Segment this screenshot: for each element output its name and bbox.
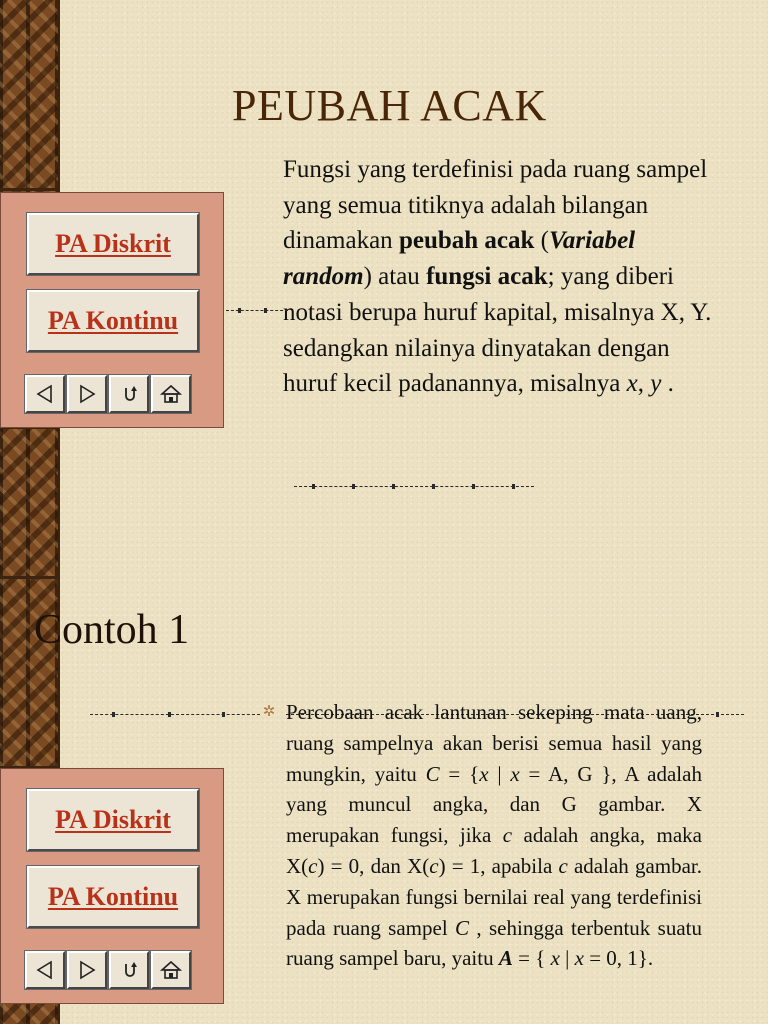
- example-part: Percobaan acak lantunan sekeping mata uang, ruang sampelnya akan berisi semua hasil yang mungkin, yaitu: [286, 700, 702, 786]
- strip-divider: [0, 188, 58, 191]
- forward-arrow-icon: [75, 959, 99, 981]
- back-button[interactable]: [25, 951, 65, 989]
- example-part: |: [488, 761, 511, 786]
- definition-part: Fungsi yang terdefinisi pada ruang sampel yang semua titiknya adalah bilangan dinamakan: [283, 156, 708, 255]
- pa-kontinu-label: PA Kontinu: [47, 882, 179, 911]
- slide-title: PEUBAH ACAK: [232, 81, 547, 130]
- definition-part: (: [534, 227, 549, 255]
- return-button[interactable]: [109, 951, 149, 989]
- navigation-panel: [0, 768, 224, 1004]
- var-x: x: [479, 761, 489, 786]
- slide-controls: [25, 375, 193, 413]
- home-icon: [159, 383, 183, 405]
- home-button[interactable]: [151, 375, 191, 413]
- example-part: , sehingga terbentuk suatu ruang sampel baru, yaitu: [286, 915, 702, 971]
- var-x: x: [626, 370, 638, 398]
- var-x: x: [550, 946, 560, 971]
- example-part: = A, G }, A adalah yang muncul angka, dan G gambar. X merupakan fungsi, jika: [286, 761, 702, 848]
- example-part: = 0, 1}.: [583, 946, 654, 971]
- var-c: c: [429, 853, 439, 878]
- definition-part: ) atau: [363, 263, 427, 291]
- term-variabel-random: Variabel random: [283, 227, 636, 291]
- pa-kontinu-button[interactable]: [27, 290, 199, 352]
- var-c: c: [558, 853, 568, 878]
- back-arrow-icon: [33, 383, 57, 405]
- example-part: adalah gambar. X merupakan fungsi bernilai real yang terdefinisi pada ruang sampel: [286, 853, 703, 940]
- home-icon: [159, 959, 183, 981]
- pa-diskrit-label: PA Diskrit: [55, 805, 171, 834]
- example-part: ) = 1, apabila: [438, 853, 559, 878]
- example-heading: Contoh 1: [34, 607, 190, 653]
- navigation-panel: [0, 192, 224, 428]
- back-button[interactable]: [25, 375, 65, 413]
- return-icon: [117, 959, 141, 981]
- pa-diskrit-button[interactable]: [27, 789, 199, 851]
- pa-diskrit-button[interactable]: [27, 213, 199, 275]
- pa-kontinu-label: PA Kontinu: [47, 306, 179, 335]
- sparkle-bullet-icon: ✲: [262, 704, 276, 720]
- term-fungsi-acak: fungsi acak: [426, 263, 548, 291]
- forward-button[interactable]: [67, 951, 107, 989]
- back-arrow-icon: [33, 959, 57, 981]
- example-part: = {: [439, 761, 480, 786]
- return-icon: [117, 383, 141, 405]
- definition-part: ,: [637, 370, 651, 398]
- term-peubah-acak: peubah acak: [398, 227, 535, 255]
- definition-part: ; yang diberi notasi berupa huruf kapital, misalnya X, Y. sedangkan nilainya dinyatakan dengan huruf kecil padanannya, misalnya: [283, 263, 712, 398]
- example-part: |: [559, 946, 575, 971]
- example-part: ) = 0, dan X(: [317, 853, 430, 878]
- home-button[interactable]: [151, 951, 191, 989]
- example-text: [286, 697, 702, 974]
- pa-kontinu-button[interactable]: [27, 866, 199, 928]
- var-c: c: [308, 853, 318, 878]
- decorative-dashed-line: [294, 486, 534, 487]
- set-c: C: [455, 915, 470, 940]
- set-c: C: [425, 761, 440, 786]
- return-button[interactable]: [109, 375, 149, 413]
- var-c: c: [502, 823, 513, 848]
- forward-arrow-icon: [75, 383, 99, 405]
- var-y: y: [650, 370, 662, 398]
- definition-text: [283, 152, 713, 402]
- slide-controls: [25, 951, 193, 989]
- strip-divider: [0, 576, 58, 579]
- var-x: x: [510, 761, 520, 786]
- forward-button[interactable]: [67, 375, 107, 413]
- example-part: = {: [512, 946, 551, 971]
- decorative-dashed-line: [90, 714, 260, 715]
- decorative-dashed-line: [226, 310, 288, 311]
- pa-diskrit-label: PA Diskrit: [55, 229, 171, 258]
- example-part: adalah angka, maka X(: [286, 823, 702, 878]
- definition-part: .: [661, 370, 674, 398]
- var-x: x: [574, 946, 584, 971]
- set-a: A: [498, 946, 513, 971]
